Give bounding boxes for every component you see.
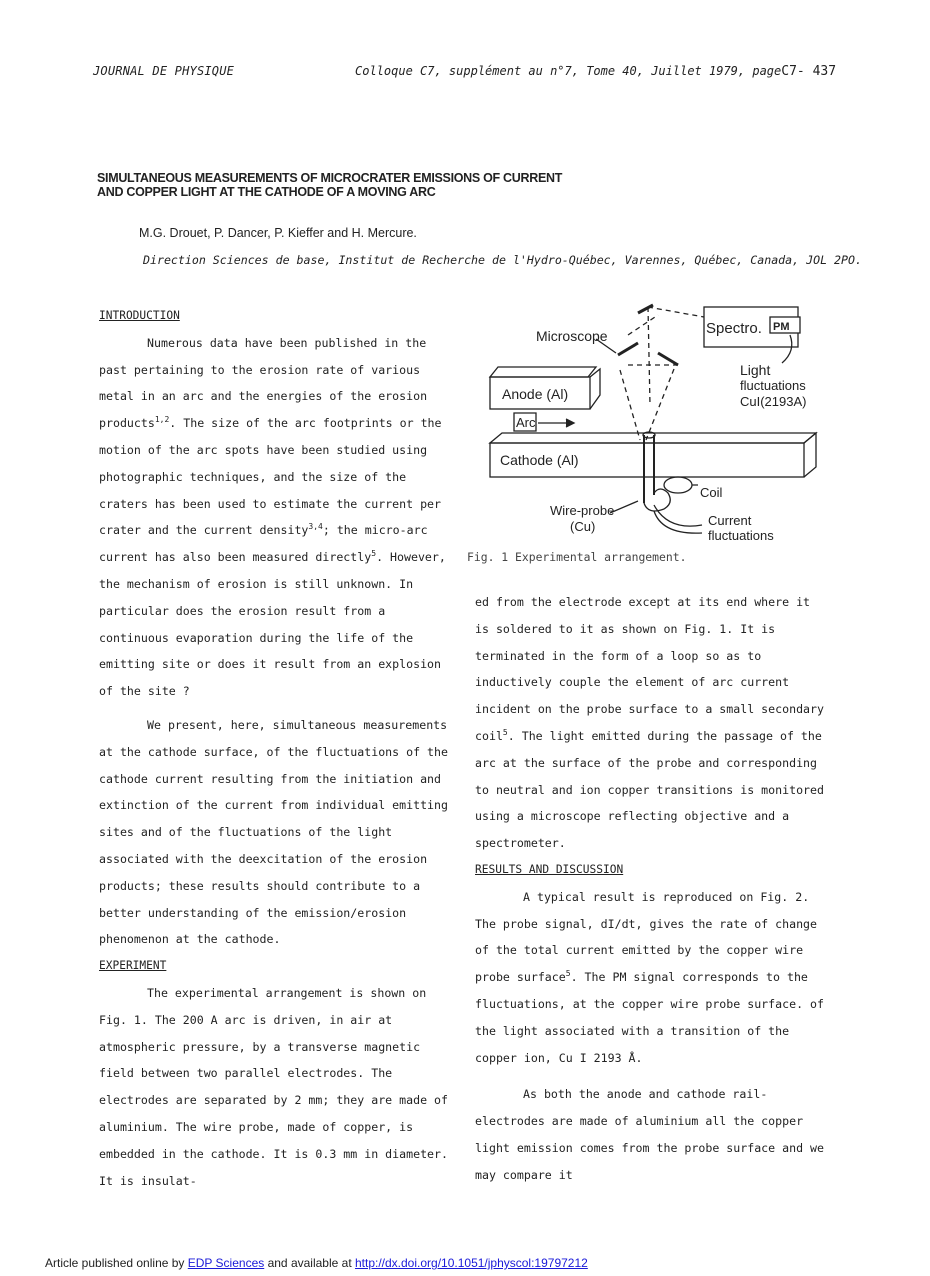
journal-name: JOURNAL DE PHYSIQUE [93, 64, 235, 78]
citation-line [355, 64, 836, 79]
spectro-label: Spectro. [706, 320, 762, 337]
intro-paragraph-1: Numerous data have been published in the past pertaining to the erosion rate of various metal in an arc and the energies of the erosion products$^{1,2}$. The size of the arc footprints or the motion of the arc spots have been studied using photographic techniques, and the size of the craters has been used to estimate the current per crater and the current density$^{3,4}$; the micro-arc current has also been measured directly$^5$. However, the mechanism of erosion is still unknown. In particular does the erosion result from a continuous evaporation during the life of the emitting site or does it result from an explosion of the site ? [99, 335, 446, 699]
results-heading: RESULTS AND DISCUSSION [475, 862, 624, 876]
microscope-label: Microscope [536, 328, 608, 344]
fluctuations-label: fluctuations [740, 378, 806, 393]
arc-label: Arc [516, 415, 536, 430]
authors: M.G. Drouet, P. Dancer, P. Kieffer and H. Mercure. [139, 226, 417, 240]
doi-link[interactable]: http://dx.doi.org/10.1051/jphyscol:19797212 [354, 1256, 588, 1270]
citation-text: Colloque C7, supplément au n°7, Tome 40, Juillet 1979, page [355, 64, 782, 78]
cu-label: CuI(2193A) [740, 394, 807, 409]
right-column [475, 589, 830, 1189]
figure-caption: Fig. 1 Experimental arrangement. [467, 550, 687, 564]
title-line-1: SIMULTANEOUS MEASUREMENTS OF MICROCRATER EMISSIONS OF CURRENT [97, 171, 563, 185]
publisher-link[interactable]: EDP Sciences [187, 1256, 265, 1270]
cathode-label: Cathode (Al) [500, 452, 579, 468]
results-paragraph-1: A typical result is reproduced on Fig. 2. The probe signal, dI/dt, gives the rate of change of the total current emitted by the copper wire probe surface$^5$. The PM signal corresponds to the fluctuations, at the copper wire probe surface. of the light associated with a transition of the copper ion, Cu I 2193 Å. [475, 889, 825, 1065]
experiment-paragraph-continued: ed from the electrode except at its end where it is soldered to it as shown on Fig. 1. It is terminated in the form of a loop so as to inductively couple the element of arc current incident on the probe surface to a small secondary coil$^5$. The light emitted during the passage of the arc at the surface of the probe and corresponding to neutral and ion copper transitions is monitored using a microscope reflecting objective and a spectrometer. [475, 595, 825, 851]
intro-paragraph-2: We present, here, simultaneous measurements at the cathode surface, of the fluctuations of the cathode current resulting from the initiation and extinction of the current from individual emitting sites and of the fluctuations of the light associated with the deexcitation of the erosion products; these results should contribute to a better understanding of the emission/erosion phenomenon at the cathode. [99, 717, 449, 947]
results-paragraph-2: As both the anode and cathode rail-electrodes are made of aluminium all the copper light emission comes from the probe surface and we may compare it [475, 1087, 825, 1182]
wire-probe-label: Wire-probe [550, 503, 615, 518]
experimental-arrangement-figure [478, 295, 838, 545]
introduction-heading: INTRODUCTION [99, 309, 180, 322]
coil-label: Coil [700, 485, 723, 500]
left-column [99, 303, 449, 1194]
pm-label: PM [773, 321, 790, 333]
affiliation: Direction Sciences de base, Institut de Recherche de l'Hydro-Québec, Varennes, Québec, Canada, JOL 2PO. [143, 253, 862, 267]
experiment-paragraph-1: The experimental arrangement is shown on Fig. 1. The 200 A arc is driven, in air at atmospheric pressure, by a transverse magnetic field between two parallel electrodes. The electrodes are separated by 2 mm; they are made of aluminium. The wire probe, made of copper, is embedded in the cathode. It is 0.3 mm in diameter. It is insulat- [99, 985, 449, 1188]
current-label: Current [708, 513, 752, 528]
footer: Article published online by EDP Sciences and available at http://dx.doi.org/10.1051/jphyscol:19797212 [45, 1256, 588, 1270]
anode-label: Anode (Al) [502, 386, 569, 402]
paper-title [97, 171, 717, 199]
page-number: C7- 437 [781, 64, 837, 79]
cu-paren-label: (Cu) [570, 519, 596, 534]
title-line-2: AND COPPER LIGHT AT THE CATHODE OF A MOVING ARC [97, 185, 436, 199]
light-label: Light [740, 362, 771, 378]
experiment-heading: EXPERIMENT [99, 959, 167, 973]
current-fluctuations-label: fluctuations [708, 528, 774, 543]
